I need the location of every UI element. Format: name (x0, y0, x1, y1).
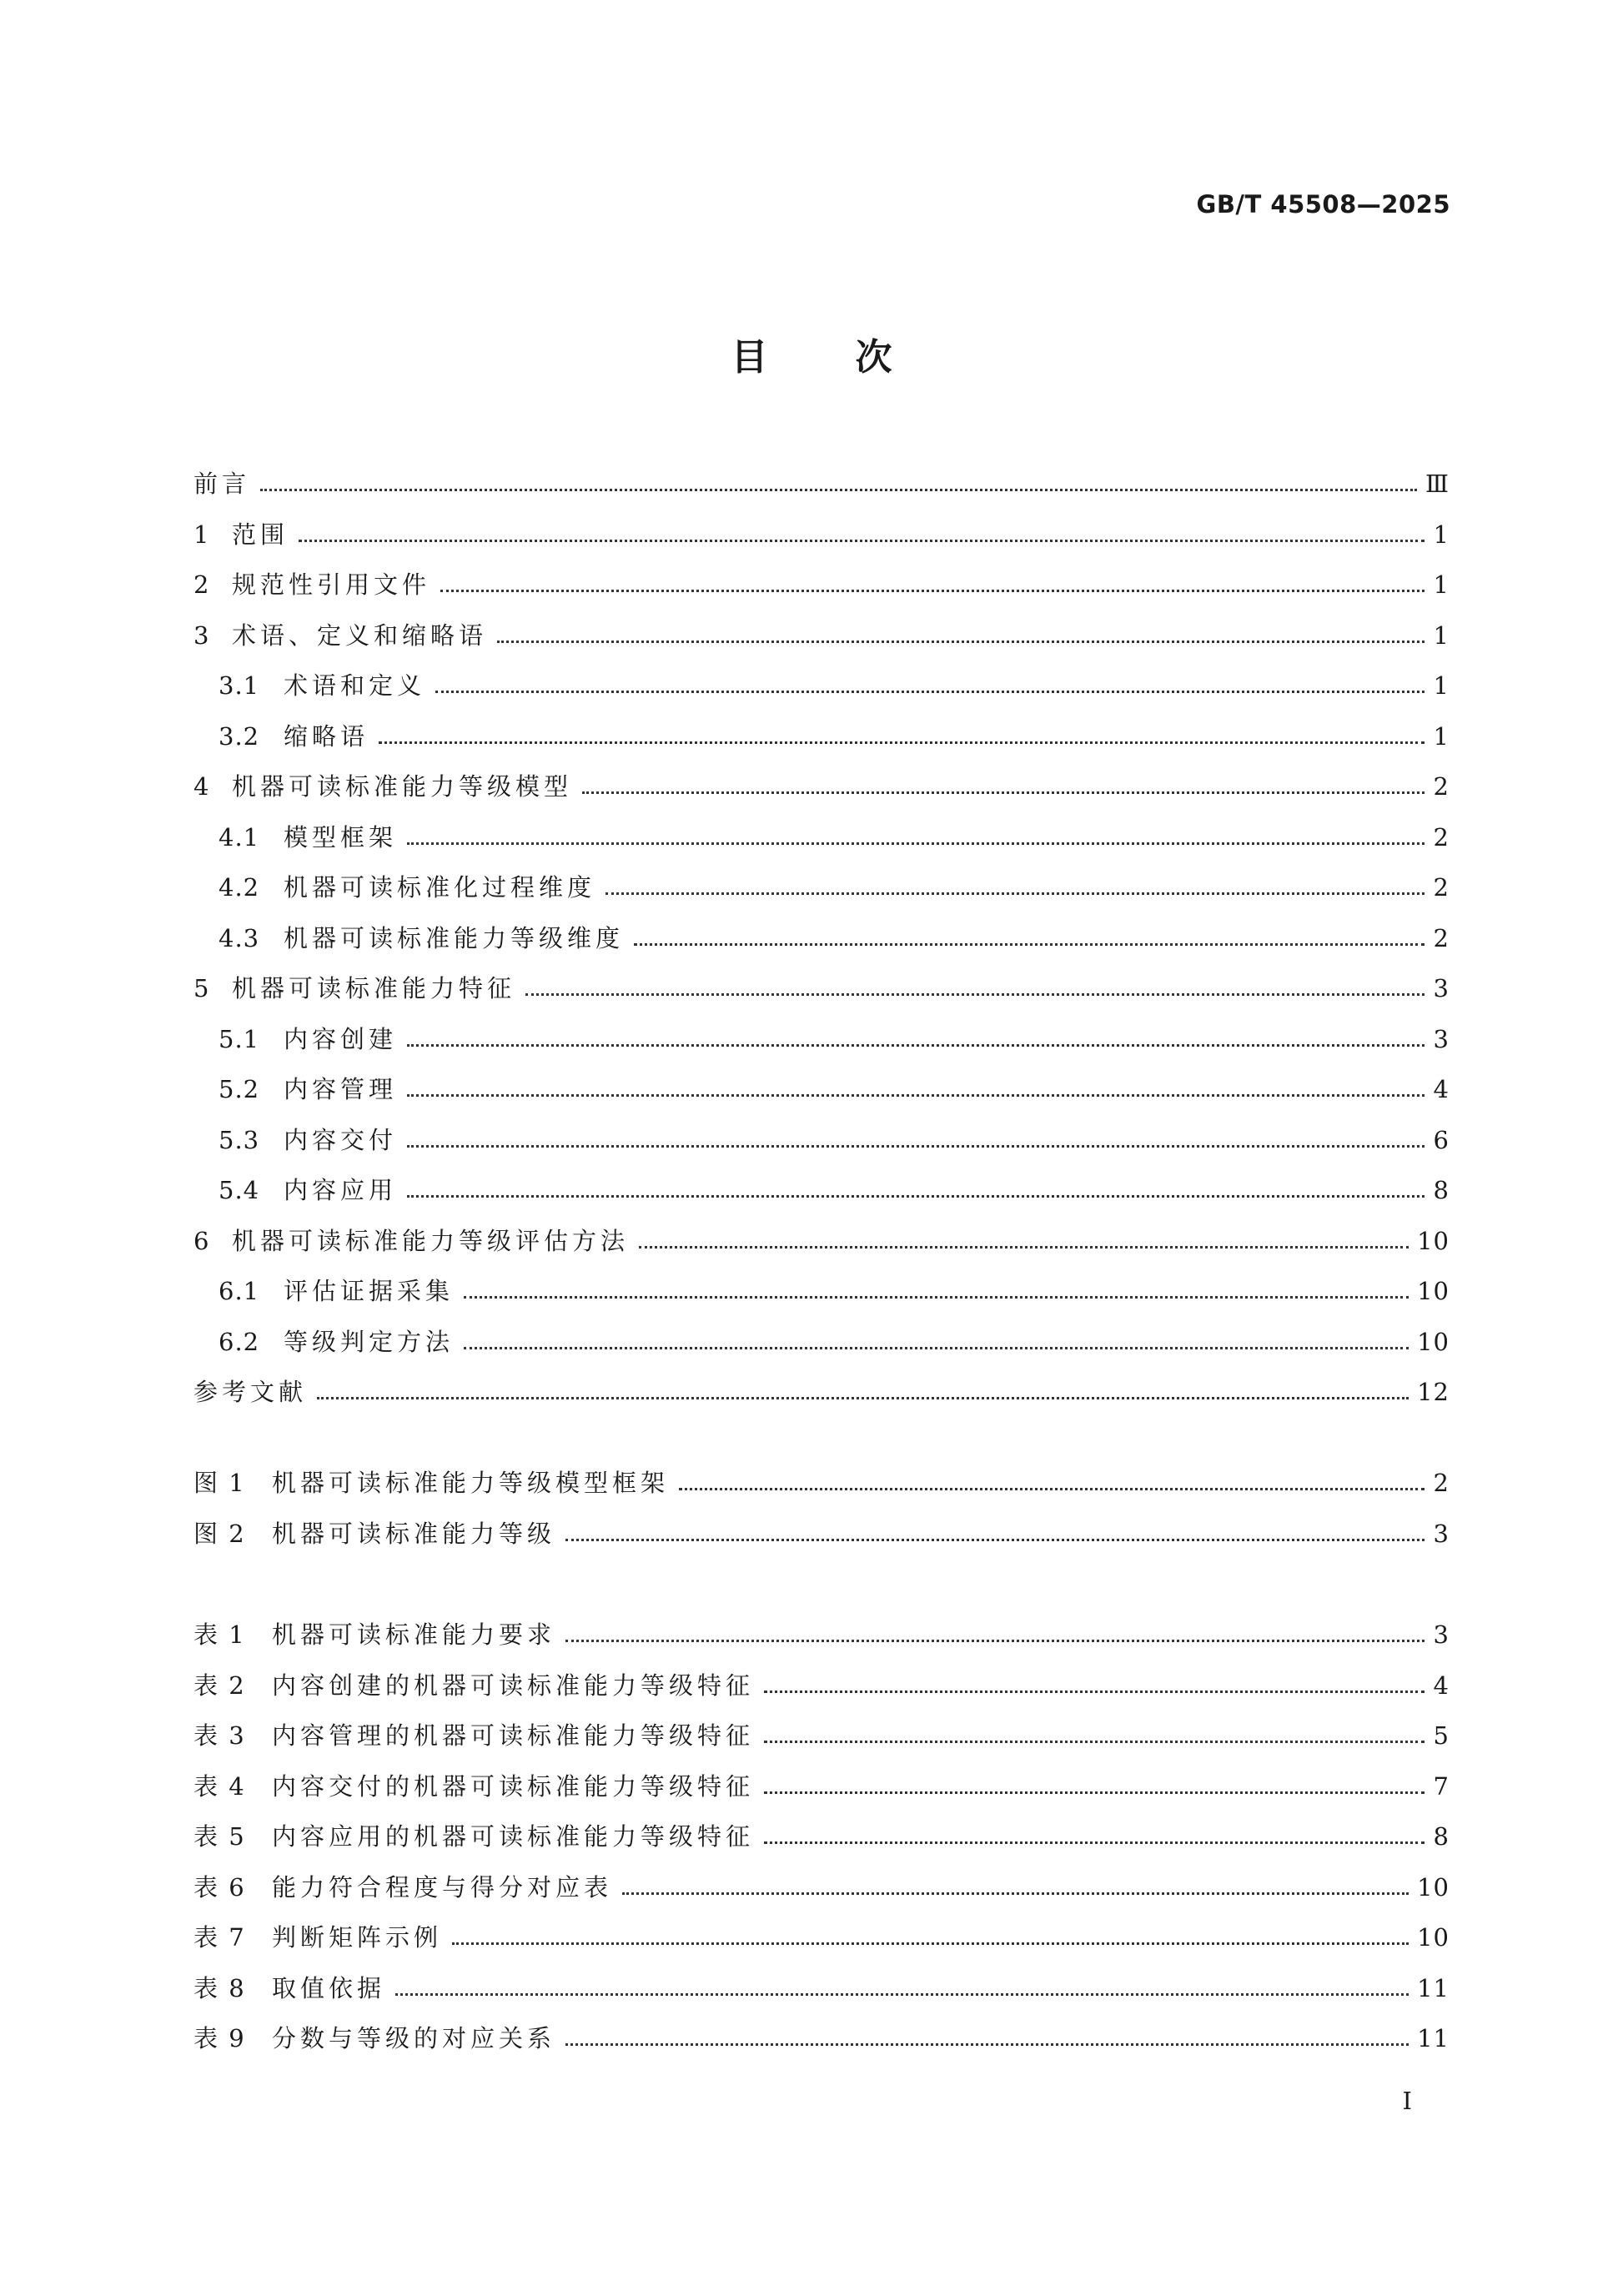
toc-entry-number: 6 (193, 1226, 210, 1255)
toc-entry-page: 10 (1417, 1277, 1450, 1305)
table-entry[interactable] (193, 1766, 1450, 1806)
table-entry[interactable] (193, 1615, 1450, 1655)
toc-entry-page: 1 (1433, 721, 1450, 751)
toc-entry-label: 参考文献 (193, 1378, 308, 1406)
table-entry-label: 内容创建的机器可读标准能力等级特征 (272, 1671, 755, 1700)
dot-leader (299, 515, 1425, 555)
toc-entry[interactable] (193, 1019, 1450, 1059)
toc-entry[interactable] (193, 968, 1450, 1008)
dot-leader (605, 867, 1425, 907)
dot-leader (435, 666, 1425, 706)
table-entry-page: 10 (1417, 1923, 1450, 1952)
toc-entry-label: 前言 (193, 470, 251, 498)
dot-leader (639, 1221, 1409, 1261)
toc-entry-label: 范围 (232, 520, 289, 549)
toc-entry[interactable] (193, 1322, 1450, 1362)
dot-leader (634, 918, 1425, 958)
toc-entry[interactable] (193, 1221, 1450, 1261)
toc-entry[interactable] (193, 666, 1450, 706)
table-entry[interactable] (193, 2018, 1450, 2058)
toc-entry-number: 6.2 (219, 1327, 260, 1356)
dot-leader (679, 1463, 1425, 1503)
dot-leader (317, 1372, 1409, 1412)
page-number: Ⅰ (1402, 2087, 1412, 2115)
table-entry[interactable] (193, 1716, 1450, 1756)
toc-entry-page: 1 (1433, 570, 1450, 599)
toc-entry-number: 3.2 (219, 721, 260, 751)
toc-entry-label: 术语、定义和缩略语 (232, 620, 488, 650)
figure-entry-label: 机器可读标准能力等级 (272, 1519, 556, 1548)
table-entry-page: 5 (1433, 1721, 1450, 1750)
toc-entry-page: 4 (1433, 1075, 1450, 1103)
toc-entry-number: 4.1 (219, 822, 260, 852)
table-entry-number: 表 6 (193, 1872, 246, 1902)
toc-entry-label: 模型框架 (284, 822, 398, 852)
dot-leader (395, 1968, 1409, 2008)
table-entry-page: 8 (1433, 1822, 1450, 1851)
toc-entry-label: 评估证据采集 (284, 1277, 455, 1305)
table-entry-label: 判断矩阵示例 (272, 1923, 443, 1952)
dot-leader (464, 1322, 1409, 1362)
table-entry-number: 表 9 (193, 2024, 246, 2052)
toc-entry-number: 2 (193, 570, 210, 599)
toc-entry-label: 内容管理 (284, 1075, 398, 1103)
toc-entry-page: 8 (1433, 1176, 1450, 1204)
figure-entry-number: 图 1 (193, 1469, 246, 1497)
toc-entry-number: 5 (193, 974, 210, 1002)
toc-entry-page: 6 (1433, 1125, 1450, 1154)
table-entry-number: 表 8 (193, 1973, 246, 2002)
dot-leader (565, 2018, 1409, 2058)
toc-entry-number: 6.1 (219, 1277, 260, 1305)
table-entry-label: 内容应用的机器可读标准能力等级特征 (272, 1822, 755, 1851)
figure-entry[interactable] (193, 1463, 1450, 1503)
toc-entry-number: 3 (193, 620, 210, 650)
toc-entry[interactable] (193, 867, 1450, 907)
toc-entry-number: 5.1 (219, 1024, 260, 1053)
table-entry-page: 11 (1417, 2024, 1450, 2052)
figure-entry-page: 3 (1433, 1519, 1450, 1548)
table-entry-page: 10 (1417, 1872, 1450, 1902)
toc-entry[interactable] (193, 464, 1450, 504)
toc-entry[interactable] (193, 1170, 1450, 1210)
toc-entry-number: 4.3 (219, 923, 260, 952)
toc-entry[interactable] (193, 1271, 1450, 1311)
toc-entry-page: 12 (1417, 1378, 1450, 1406)
dot-leader (525, 968, 1425, 1008)
toc-entry[interactable] (193, 1372, 1450, 1412)
toc-entry-page: 2 (1433, 873, 1450, 902)
dot-leader (452, 1917, 1409, 1957)
dot-leader (260, 464, 1417, 504)
dot-leader (764, 1816, 1425, 1856)
standard-code: GB/T 45508—2025 (1196, 190, 1450, 219)
toc-entry-number: 4.2 (219, 873, 260, 902)
table-entry-label: 取值依据 (272, 1973, 386, 2002)
table-entry-number: 表 2 (193, 1671, 246, 1700)
dot-leader (497, 615, 1425, 656)
table-entry[interactable] (193, 1665, 1450, 1706)
toc-entry[interactable] (193, 565, 1450, 605)
toc-entry[interactable] (193, 615, 1450, 656)
table-entry-label: 内容管理的机器可读标准能力等级特征 (272, 1721, 755, 1750)
dot-leader (764, 1665, 1425, 1706)
toc-entry[interactable] (193, 1120, 1450, 1160)
table-entry-number: 表 4 (193, 1771, 246, 1801)
table-entry[interactable] (193, 1867, 1450, 1907)
dot-leader (582, 766, 1425, 806)
dot-leader (464, 1271, 1409, 1311)
toc-entry[interactable] (193, 1069, 1450, 1109)
toc-title: 目次 (731, 336, 980, 379)
dot-leader (764, 1716, 1425, 1756)
table-entry-number: 表 1 (193, 1620, 246, 1649)
toc-entry[interactable] (193, 766, 1450, 806)
toc-entry-label: 内容创建 (284, 1024, 398, 1053)
figure-entry[interactable] (193, 1514, 1450, 1554)
dot-leader (764, 1766, 1425, 1806)
toc-entry-page: Ⅲ (1425, 470, 1450, 498)
table-entry-number: 表 5 (193, 1822, 246, 1851)
toc-entry[interactable] (193, 918, 1450, 958)
toc-entry-label: 机器可读标准能力等级维度 (284, 923, 625, 952)
table-entry-number: 表 7 (193, 1923, 246, 1952)
toc-entry-number: 5.2 (219, 1075, 260, 1103)
toc-entry-page: 1 (1433, 620, 1450, 650)
dot-leader (407, 817, 1425, 857)
toc-entry-number: 5.3 (219, 1125, 260, 1154)
toc-entry-page: 2 (1433, 822, 1450, 852)
dot-leader (379, 716, 1425, 756)
table-entry-label: 内容交付的机器可读标准能力等级特征 (272, 1771, 755, 1801)
dot-leader (622, 1867, 1409, 1907)
toc-entry-label: 内容交付 (284, 1125, 398, 1154)
toc-entry-label: 机器可读标准能力等级评估方法 (232, 1226, 630, 1255)
figure-entry-number: 图 2 (193, 1519, 246, 1548)
toc-entry-label: 机器可读标准能力特征 (232, 974, 516, 1002)
table-entry-number: 表 3 (193, 1721, 246, 1750)
toc-entry-label: 内容应用 (284, 1176, 398, 1204)
dot-leader (407, 1019, 1425, 1059)
toc-entry-number: 1 (193, 520, 210, 549)
table-entry[interactable] (193, 1816, 1450, 1856)
figure-entry-label: 机器可读标准能力等级模型框架 (272, 1469, 670, 1497)
toc-entry-page: 2 (1433, 923, 1450, 952)
toc-entry-number: 3.1 (219, 671, 260, 700)
figure-entry-page: 2 (1433, 1469, 1450, 1497)
toc-entry-label: 术语和定义 (284, 671, 426, 700)
table-entry-page: 3 (1433, 1620, 1450, 1649)
table-entry-label: 机器可读标准能力要求 (272, 1620, 556, 1649)
table-entry-label: 分数与等级的对应关系 (272, 2024, 556, 2052)
toc-entry[interactable] (193, 817, 1450, 857)
toc-entry[interactable] (193, 716, 1450, 756)
toc-entry-page: 10 (1417, 1226, 1450, 1255)
toc-entry-label: 机器可读标准能力等级模型 (232, 772, 573, 801)
table-entry-page: 7 (1433, 1771, 1450, 1801)
toc-entry-label: 缩略语 (284, 721, 369, 751)
dot-leader (565, 1615, 1425, 1655)
toc-entry-page: 10 (1417, 1327, 1450, 1356)
toc-entry-page: 1 (1433, 520, 1450, 549)
table-entry-label: 能力符合程度与得分对应表 (272, 1872, 613, 1902)
table-entry[interactable] (193, 1968, 1450, 2008)
dot-leader (407, 1170, 1425, 1210)
toc-entry-page: 3 (1433, 974, 1450, 1002)
table-entry[interactable] (193, 1917, 1450, 1957)
toc-entry-page: 1 (1433, 671, 1450, 700)
toc-entry-page: 2 (1433, 772, 1450, 801)
toc-entry[interactable] (193, 515, 1450, 555)
toc-entry-number: 5.4 (219, 1176, 260, 1204)
toc-entry-label: 等级判定方法 (284, 1327, 455, 1356)
dot-leader (407, 1069, 1425, 1109)
toc-entry-label: 机器可读标准化过程维度 (284, 873, 596, 902)
toc-entry-label: 规范性引用文件 (232, 570, 431, 599)
table-entry-page: 4 (1433, 1671, 1450, 1700)
dot-leader (407, 1120, 1425, 1160)
toc-entry-number: 4 (193, 772, 210, 801)
dot-leader (565, 1514, 1425, 1554)
dot-leader (440, 565, 1425, 605)
toc-entry-page: 3 (1433, 1024, 1450, 1053)
table-entry-page: 11 (1417, 1973, 1450, 2002)
